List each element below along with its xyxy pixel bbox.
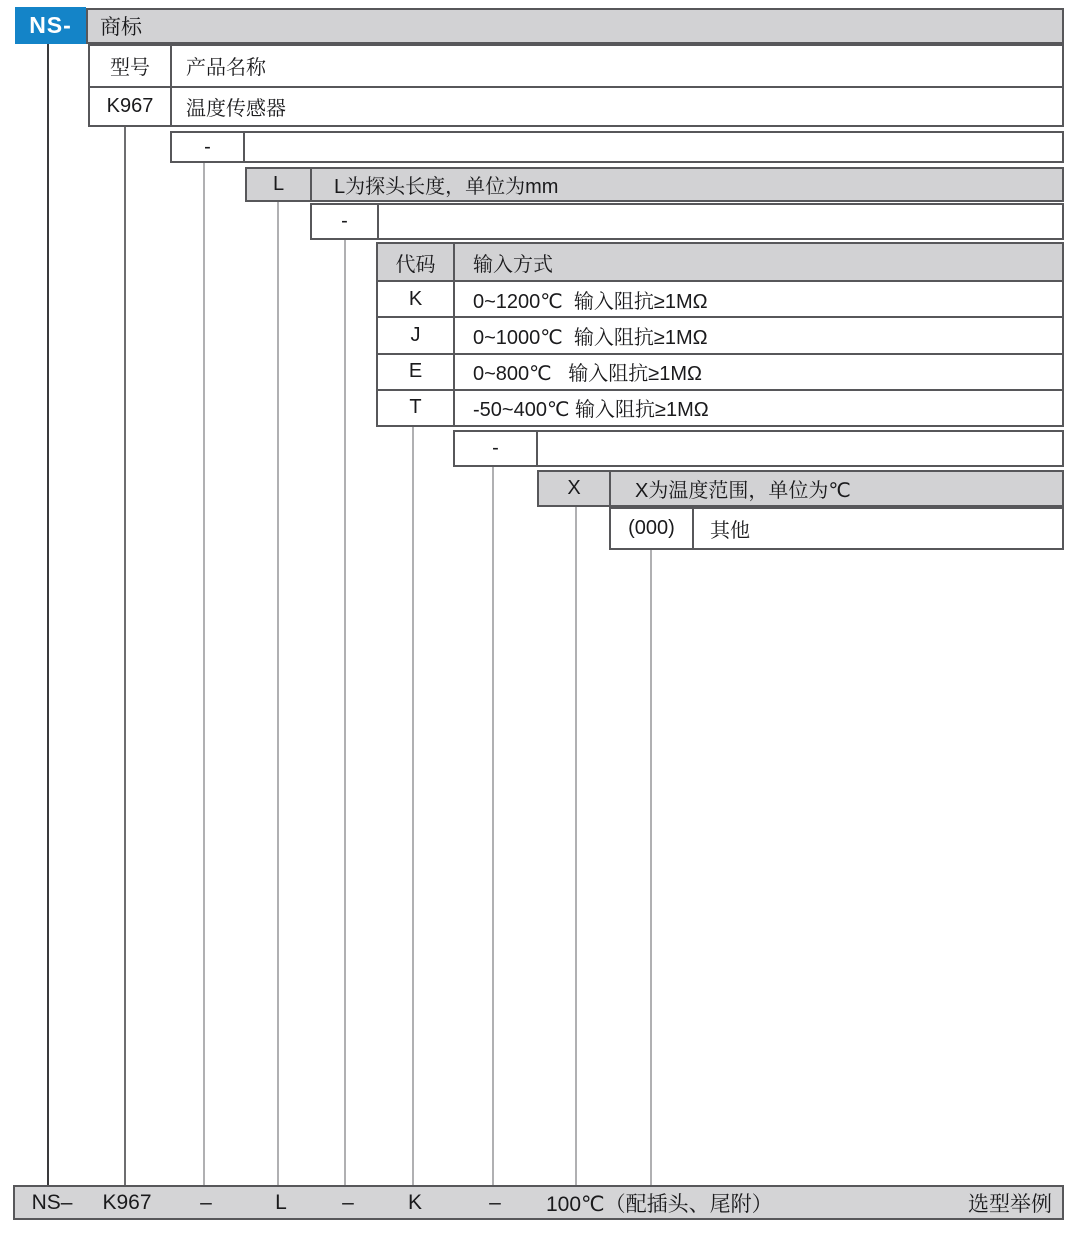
connector-line-dash3 xyxy=(492,467,494,1185)
example-length: L xyxy=(275,1190,287,1214)
dash3-spacer xyxy=(538,432,1062,465)
model-table xyxy=(88,44,1064,127)
example-bar-label: 选型举例 xyxy=(968,1192,1052,1216)
probe-length-desc: L为探头长度，单位为mm xyxy=(334,176,559,198)
dash-segment-1 xyxy=(170,131,1064,163)
input-row-code: T xyxy=(378,389,455,425)
probe-length-code: L xyxy=(247,169,312,200)
temp-range-code: X xyxy=(539,472,611,505)
other-row xyxy=(609,507,1064,550)
trademark-band xyxy=(86,8,1064,44)
model-col-header: 型号 xyxy=(90,46,172,86)
input-row-code: J xyxy=(378,316,455,352)
connector-line-length xyxy=(277,202,279,1185)
connector-line-model xyxy=(124,127,126,1185)
connector-line-temp xyxy=(575,507,577,1185)
other-code: (000) xyxy=(611,509,694,548)
example-model: K967 xyxy=(102,1190,152,1214)
dash2-spacer xyxy=(379,205,1062,238)
temp-range-row xyxy=(537,470,1064,507)
input-row-desc: 0~1200℃ 输入阻抗≥1MΩ xyxy=(455,280,1062,316)
model-code: K967 xyxy=(90,86,172,126)
example-dash: – xyxy=(342,1190,354,1214)
input-row-code: E xyxy=(378,353,455,389)
dash3-cell: - xyxy=(455,432,538,465)
input-row-desc: -50~400℃ 输入阻抗≥1MΩ xyxy=(455,389,1062,425)
connector-line-input-code xyxy=(412,427,414,1185)
input-table xyxy=(376,242,1064,427)
example-dash: – xyxy=(489,1190,501,1214)
trademark-label: 商标 xyxy=(100,16,142,39)
input-col-mode-header: 输入方式 xyxy=(455,244,1062,280)
dash-segment-2 xyxy=(310,203,1064,240)
product-name: 温度传感器 xyxy=(172,86,1062,126)
example-temp: 100℃（配插头、尾附） xyxy=(546,1192,773,1216)
input-row-code: K xyxy=(378,280,455,316)
dash-segment-3 xyxy=(453,430,1064,467)
product-col-header: 产品名称 xyxy=(186,57,266,80)
dash1-cell: - xyxy=(172,133,245,161)
example-bar xyxy=(13,1185,1064,1220)
connector-line-ns xyxy=(47,44,49,1185)
connector-line-dash2 xyxy=(344,240,346,1185)
input-col-code-header: 代码 xyxy=(378,244,455,280)
connector-line-dash1 xyxy=(203,163,205,1185)
input-row-desc: 0~800℃ 输入阻抗≥1MΩ xyxy=(455,353,1062,389)
ns-prefix-badge: NS- xyxy=(15,7,86,44)
temp-range-desc: X为温度范围，单位为℃ xyxy=(635,480,851,502)
connector-line-other xyxy=(650,550,652,1185)
other-desc: 其他 xyxy=(710,520,750,542)
dash1-spacer xyxy=(245,133,1062,161)
dash2-cell: - xyxy=(312,205,379,238)
input-row-desc: 0~1000℃ 输入阻抗≥1MΩ xyxy=(455,316,1062,352)
example-dash: – xyxy=(200,1190,212,1214)
example-input-code: K xyxy=(407,1190,423,1214)
probe-length-row xyxy=(245,167,1064,202)
example-prefix: NS– xyxy=(31,1190,73,1214)
